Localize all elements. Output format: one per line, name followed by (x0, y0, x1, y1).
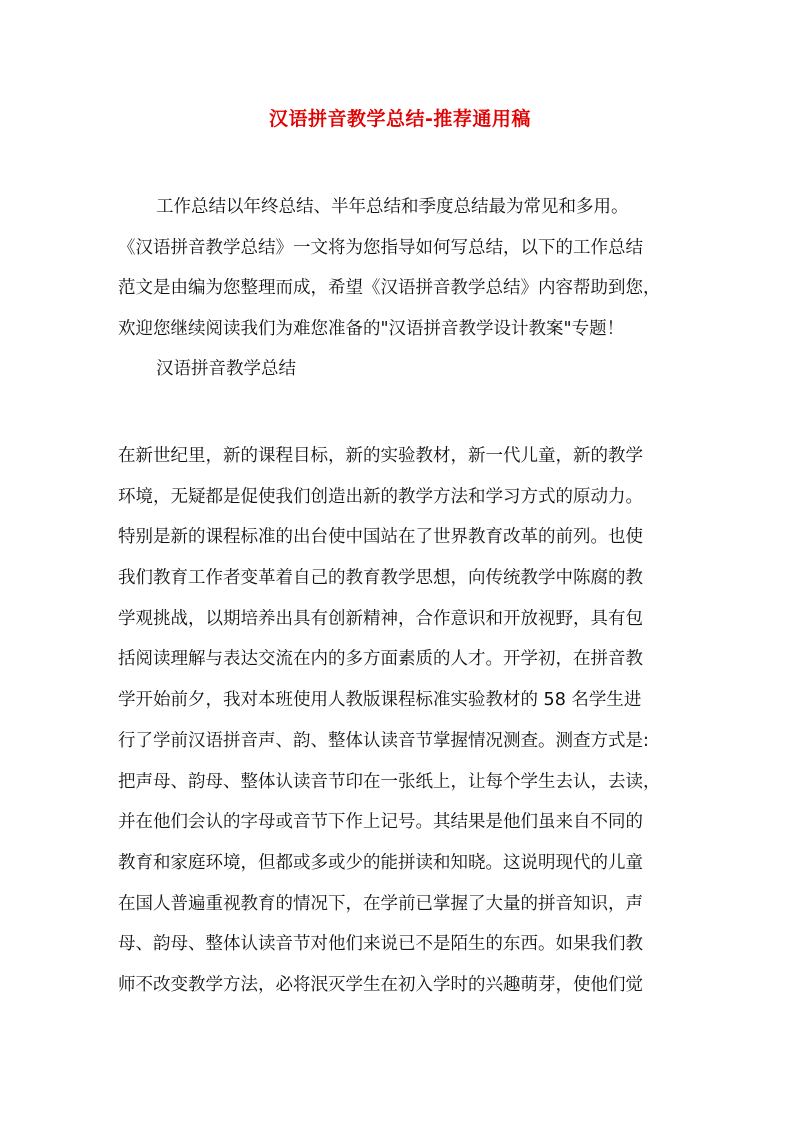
body-line: 学观挑战，以期培养出具有创新精神，合作意识和开放视野，具有包 (118, 608, 643, 629)
body-line: 括阅读理解与表达交流在内的多方面素质的人才。开学初，在拼音教 (118, 649, 643, 670)
body-line: 母、韵母、整体认读音节对他们来说已不是陌生的东西。如果我们教 (118, 934, 643, 955)
intro-line: 范文是由编为您整理而成，希望《汉语拼音教学总结》内容帮助到您， (118, 278, 661, 298)
body-line: 环境，无疑都是促使我们创造出新的教学方法和学习方式的原动力。 (118, 486, 643, 507)
intro-line: 《汉语拼音教学总结》一文将为您指导如何写总结，以下的工作总结 (118, 237, 643, 258)
body-line: 把声母、韵母、整体认读音节印在一张纸上，让每个学生去认，去读， (118, 771, 661, 792)
intro-line: 工作总结以年终总结、半年总结和季度总结最为常见和多用。 (156, 197, 629, 217)
body-line: 特别是新的课程标准的出台使中国站在了世界教育改革的前列。也使 (118, 527, 643, 548)
intro-paragraph (118, 187, 693, 349)
body-line: 行了学前汉语拼音声、韵、整体认读音节掌握情况测查。测查方式是: (118, 730, 649, 751)
body-paragraph (118, 436, 693, 1006)
body-line: 学开始前夕，我对本班使用人教版课程标准实验教材的 58 名学生进 (118, 690, 642, 711)
body-line: 师不改变教学方法，必将泯灭学生在初入学时的兴趣萌芽，使他们觉 (118, 974, 643, 995)
intro-line: 欢迎您继续阅读我们为难您准备的"汉语拼音教学设计教案"专题！ (118, 318, 625, 339)
body-line: 在国人普遍重视教育的情况下，在学前已掌握了大量的拼音知识，声 (118, 893, 643, 914)
section-subheading: 汉语拼音教学总结 (156, 359, 296, 379)
body-line: 我们教育工作者变革着自己的教育教学思想，向传统教学中陈腐的教 (118, 568, 643, 589)
body-line: 并在他们会认的字母或音节下作上记号。其结果是他们虽来自不同的 (118, 812, 643, 833)
body-line: 在新世纪里，新的课程目标，新的实验教材，新一代儿童，新的教学 (118, 446, 643, 466)
document-title: 汉语拼音教学总结-推荐通用稿 (269, 108, 531, 130)
body-line: 教育和家庭环境，但都或多或少的能拼读和知晓。这说明现代的儿童 (118, 852, 643, 873)
